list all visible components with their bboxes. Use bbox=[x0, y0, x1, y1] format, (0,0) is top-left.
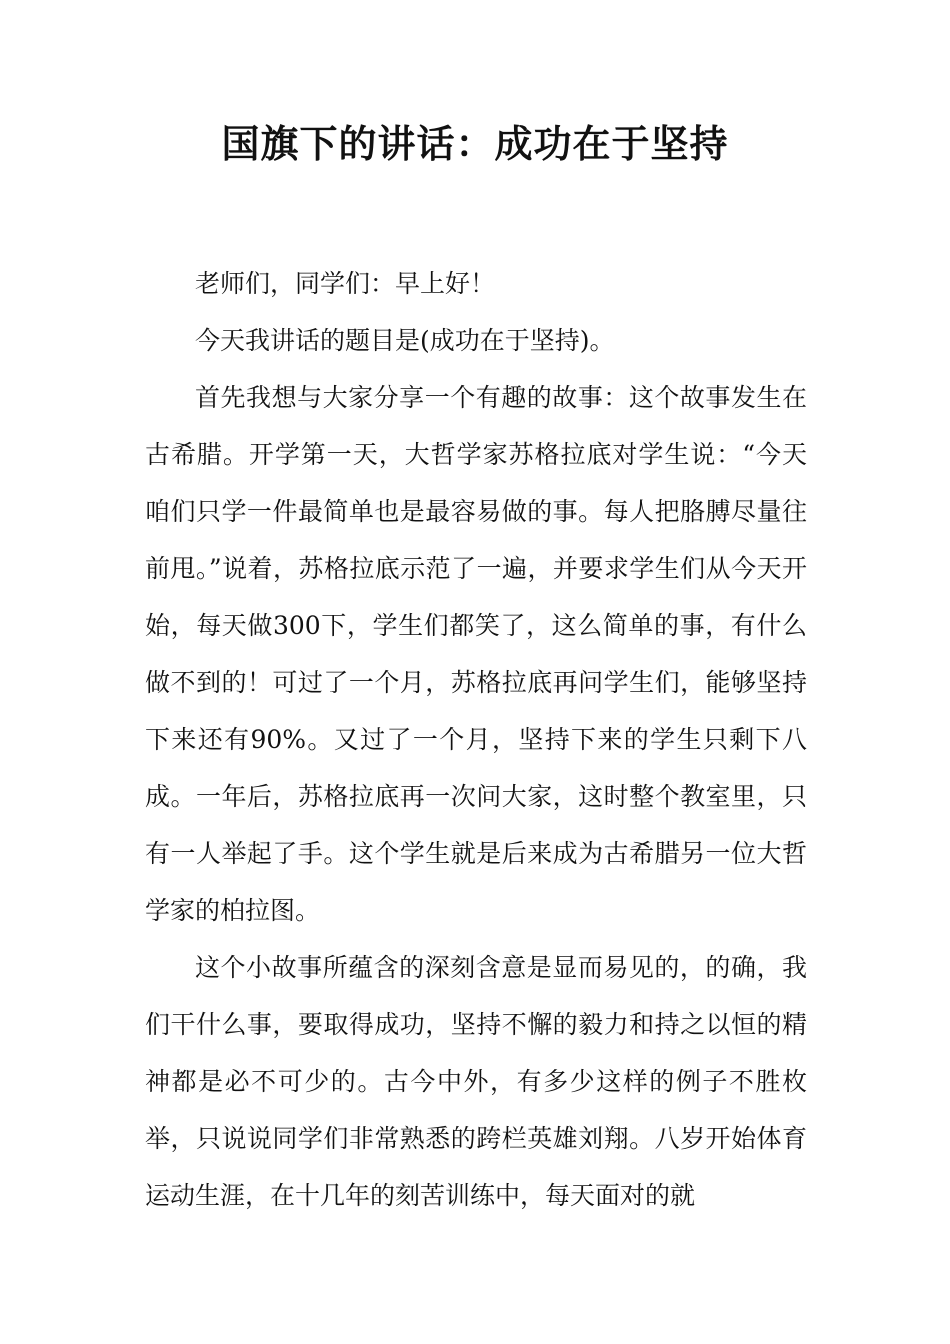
document-body bbox=[145, 255, 807, 1224]
paragraph-story: 首先我想与大家分享一个有趣的故事：这个故事发生在古希腊。开学第一天，大哲学家苏格拉底对学生说：“今天咱们只学一件最简单也是最容易做的事。每人把胳膊尽量往前甩。”说着，苏格拉底示范了一遍，并要求学生们从今天开始，每天做300下，学生们都笑了，这么简单的事，有什么做不到的！可过了一个月，苏格拉底再问学生们，能够坚持下来还有90%。又过了一个月，坚持下来的学生只剩下八成。一年后，苏格拉底再一次问大家，这时整个教室里，只有一人举起了手。这个学生就是后来成为古希腊另一位大哲学家的柏拉图。 bbox=[145, 383, 807, 925]
paragraph-greeting: 老师们，同学们：早上好！ bbox=[195, 269, 496, 298]
document-title: 国旗下的讲话：成功在于坚持 bbox=[221, 122, 729, 166]
paragraph-meaning: 这个小故事所蕴含的深刻含意是显而易见的，的确，我们干什么事，要取得成功，坚持不懈的毅力和持之以恒的精神都是必不可少的。古今中外，有多少这样的例子不胜枚举，只说说同学们非常熟悉的跨栏英雄刘翔。八岁开始体育运动生涯，在十几年的刻苦训练中，每天面对的就 bbox=[145, 953, 807, 1210]
paragraph-topic: 今天我讲话的题目是(成功在于坚持)。 bbox=[195, 326, 615, 355]
